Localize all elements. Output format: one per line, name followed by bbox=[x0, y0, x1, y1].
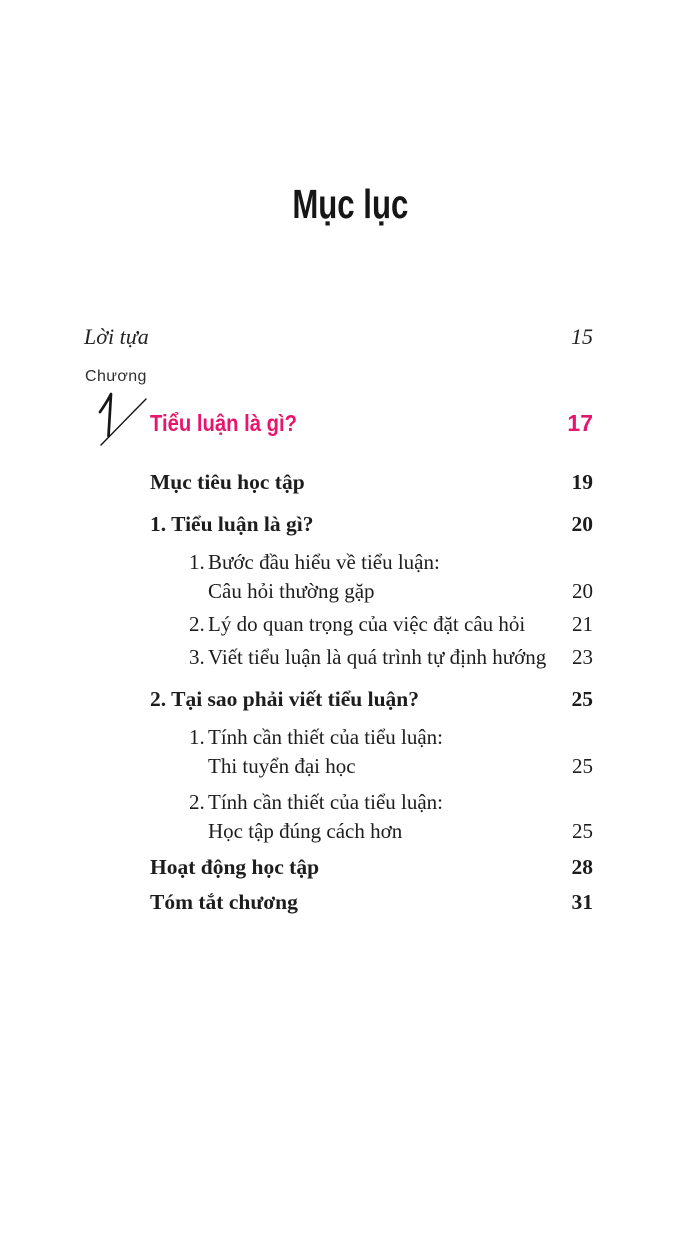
entry-text: Viết tiểu luận là quá trình tự định hướng bbox=[208, 645, 547, 669]
toc-entry bbox=[150, 817, 593, 846]
preface-page-number: 15 bbox=[571, 324, 593, 349]
chapter-title bbox=[150, 408, 317, 438]
entry-text: Lý do quan trọng của việc đặt câu hỏi bbox=[208, 612, 526, 636]
toc-page bbox=[0, 181, 700, 1250]
toc-entry bbox=[150, 510, 593, 539]
entry-page-number: 28 bbox=[571, 855, 593, 879]
chapter-heading bbox=[84, 366, 593, 458]
preface-entry bbox=[84, 322, 593, 352]
preface-label: Lời tựa bbox=[84, 324, 149, 349]
entry-label: Câu hỏi thường gặp bbox=[208, 579, 375, 603]
chapter-label: Chương bbox=[85, 368, 147, 385]
toc-entry bbox=[150, 610, 593, 639]
entry-label: Hoạt động học tập bbox=[150, 855, 320, 879]
entry-label bbox=[150, 548, 440, 577]
toc-entry bbox=[150, 577, 593, 606]
toc-entry bbox=[150, 752, 593, 781]
entry-number: 2. bbox=[189, 612, 205, 636]
entry-label: 1. Tiểu luận là gì? bbox=[150, 512, 314, 536]
entry-label: Học tập đúng cách hơn bbox=[208, 819, 403, 843]
entry-page-number: 25 bbox=[572, 754, 593, 778]
chapter-title-text: Tiểu luận là gì? bbox=[150, 410, 297, 436]
entry-label bbox=[150, 643, 546, 672]
entry-label bbox=[150, 610, 525, 639]
entry-label: Tóm tắt chương bbox=[150, 890, 298, 914]
entry-text: Tính cần thiết của tiểu luận: bbox=[208, 725, 443, 749]
entry-label: Thi tuyển đại học bbox=[208, 754, 356, 778]
toc-entry bbox=[150, 788, 593, 817]
entry-page-number: 19 bbox=[571, 470, 593, 494]
chapter-number-1-icon bbox=[92, 388, 150, 448]
entry-label bbox=[150, 788, 443, 817]
entry-number: 3. bbox=[189, 645, 205, 669]
chapter-page-number: 17 bbox=[567, 410, 593, 436]
entry-page-number: 25 bbox=[572, 819, 593, 843]
entry-label bbox=[150, 723, 443, 752]
entry-number: 1. bbox=[189, 725, 205, 749]
entry-page-number: 21 bbox=[572, 612, 593, 636]
toc-entries bbox=[150, 468, 593, 917]
toc-entry bbox=[150, 643, 593, 672]
entry-page-number: 31 bbox=[571, 890, 593, 914]
page-title-text: Mục lục bbox=[291, 181, 408, 227]
entry-label: 2. Tại sao phải viết tiểu luận? bbox=[150, 687, 420, 711]
page-title bbox=[0, 181, 700, 227]
toc-entry bbox=[150, 888, 593, 917]
entry-page-number: 23 bbox=[572, 645, 593, 669]
entry-page-number: 25 bbox=[571, 687, 593, 711]
entry-page-number: 20 bbox=[571, 512, 593, 536]
entry-number: 2. bbox=[189, 790, 205, 814]
entry-text: Tính cần thiết của tiểu luận: bbox=[208, 790, 443, 814]
toc-entry bbox=[150, 853, 593, 882]
entry-page-number: 20 bbox=[572, 579, 593, 603]
toc-entry bbox=[150, 548, 593, 577]
toc-entry bbox=[150, 468, 593, 497]
chapter-title-row bbox=[150, 408, 593, 438]
entry-text: Bước đầu hiểu về tiểu luận: bbox=[208, 550, 440, 574]
toc-entry bbox=[150, 723, 593, 752]
entry-label: Mục tiêu học tập bbox=[150, 470, 305, 494]
entry-number: 1. bbox=[189, 550, 205, 574]
toc-entry bbox=[150, 685, 593, 714]
